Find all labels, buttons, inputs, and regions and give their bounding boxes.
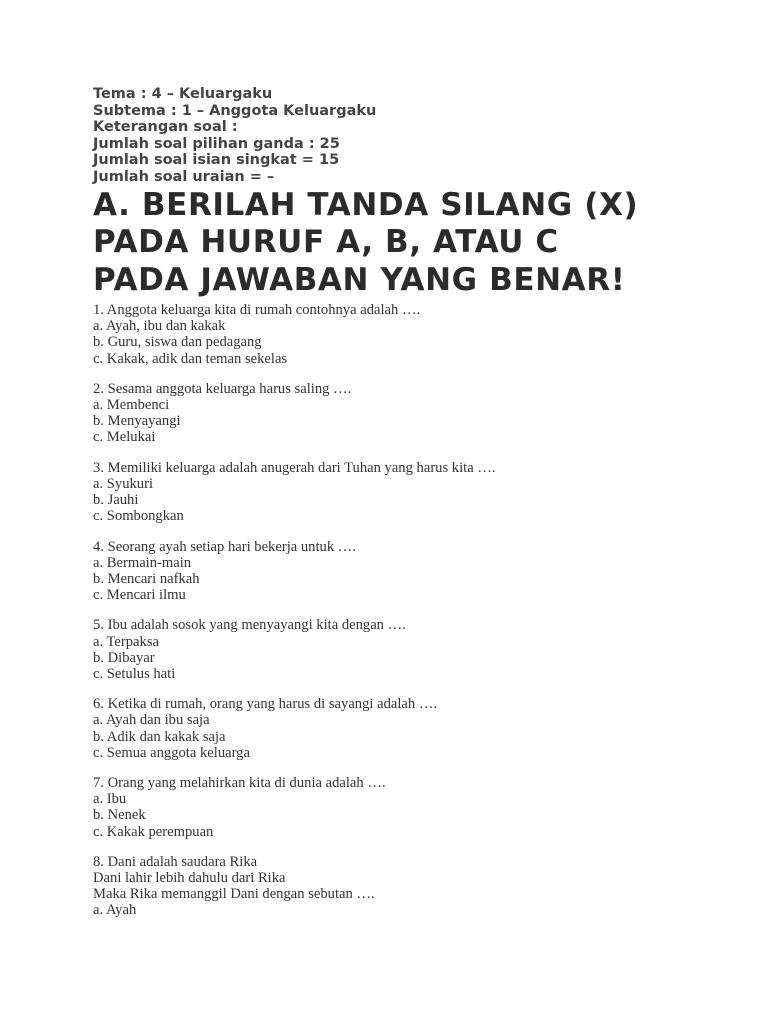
question-item bbox=[93, 854, 733, 919]
option-a: a. Syukuri bbox=[93, 475, 153, 492]
question-item bbox=[93, 696, 733, 761]
option-a: a. Ayah, ibu dan kakak bbox=[93, 318, 226, 335]
option-b: b. Nenek bbox=[93, 807, 146, 824]
subtema-line: Subtema : 1 – Anggota Keluargaku bbox=[93, 102, 377, 119]
option-a: a. Ayah dan ibu saja bbox=[93, 712, 210, 729]
option-c: c. Melukai bbox=[93, 429, 156, 446]
question-text: 2. Sesama anggota keluarga harus saling …. bbox=[93, 380, 352, 397]
option-c: c. Kakak perempuan bbox=[93, 823, 214, 840]
option-a: a. Bermain-main bbox=[93, 554, 192, 571]
option-b: b. Adik dan kakak saja bbox=[93, 728, 226, 745]
option-a: a. Ibu bbox=[93, 791, 127, 808]
uraian-count: Jumlah soal uraian = – bbox=[93, 168, 275, 185]
question-item bbox=[93, 775, 733, 840]
option-c: c. Sombongkan bbox=[93, 508, 184, 525]
option-b: b. Mencari nafkah bbox=[93, 570, 200, 587]
option-c: c. Semua anggota keluarga bbox=[93, 744, 250, 761]
question-item bbox=[93, 617, 733, 682]
section-heading bbox=[93, 187, 733, 300]
question-text: 8. Dani adalah saudara Rika bbox=[93, 853, 258, 870]
option-a: a. Terpaksa bbox=[93, 633, 159, 650]
tema-line: Tema : 4 – Keluargaku bbox=[93, 86, 273, 102]
question-text: 4. Seorang ayah setiap hari bekerja untuk …. bbox=[93, 538, 357, 555]
question-text: 7. Orang yang melahirkan kita di dunia adalah …. bbox=[93, 774, 386, 791]
document-page bbox=[93, 86, 733, 933]
question-text: 6. Ketika di rumah, orang yang harus di sayangi adalah …. bbox=[93, 696, 438, 713]
question-list bbox=[93, 302, 733, 919]
option-a: a. Ayah bbox=[93, 902, 137, 919]
question-context: Dani lahir lebih dahulu dari Rika bbox=[93, 869, 286, 886]
isian-singkat-count: Jumlah soal isian singkat = 15 bbox=[93, 152, 340, 169]
option-c: c. Mencari ilmu bbox=[93, 587, 186, 604]
question-text: 3. Memiliki keluarga adalah anugerah dari Tuhan yang harus kita …. bbox=[93, 459, 496, 476]
question-item bbox=[93, 302, 733, 367]
question-item bbox=[93, 460, 733, 525]
section-heading-line-1: A. BERILAH TANDA SILANG (X) bbox=[93, 186, 639, 223]
question-item bbox=[93, 381, 733, 446]
option-c: c. Setulus hati bbox=[93, 665, 176, 682]
worksheet-info bbox=[93, 86, 733, 186]
pilihan-ganda-count: Jumlah soal pilihan ganda : 25 bbox=[93, 135, 340, 152]
question-text: 5. Ibu adalah sosok yang menyayangi kita dengan …. bbox=[93, 617, 406, 634]
question-text: 1. Anggota keluarga kita di rumah contohnya adalah …. bbox=[93, 302, 421, 319]
keterangan-line: Keterangan soal : bbox=[93, 119, 238, 136]
question-context: Maka Rika memanggil Dani dengan sebutan …. bbox=[93, 886, 375, 903]
question-item bbox=[93, 539, 733, 604]
section-heading-line-2: PADA HURUF A, B, ATAU C bbox=[93, 224, 559, 261]
option-b: b. Dibayar bbox=[93, 649, 155, 666]
option-b: b. Guru, siswa dan pedagang bbox=[93, 334, 262, 351]
option-a: a. Membenci bbox=[93, 397, 170, 414]
option-c: c. Kakak, adik dan teman sekelas bbox=[93, 350, 288, 367]
option-b: b. Jauhi bbox=[93, 492, 139, 509]
section-heading-line-3: PADA JAWABAN YANG BENAR! bbox=[93, 261, 626, 298]
option-b: b. Menyayangi bbox=[93, 413, 181, 430]
